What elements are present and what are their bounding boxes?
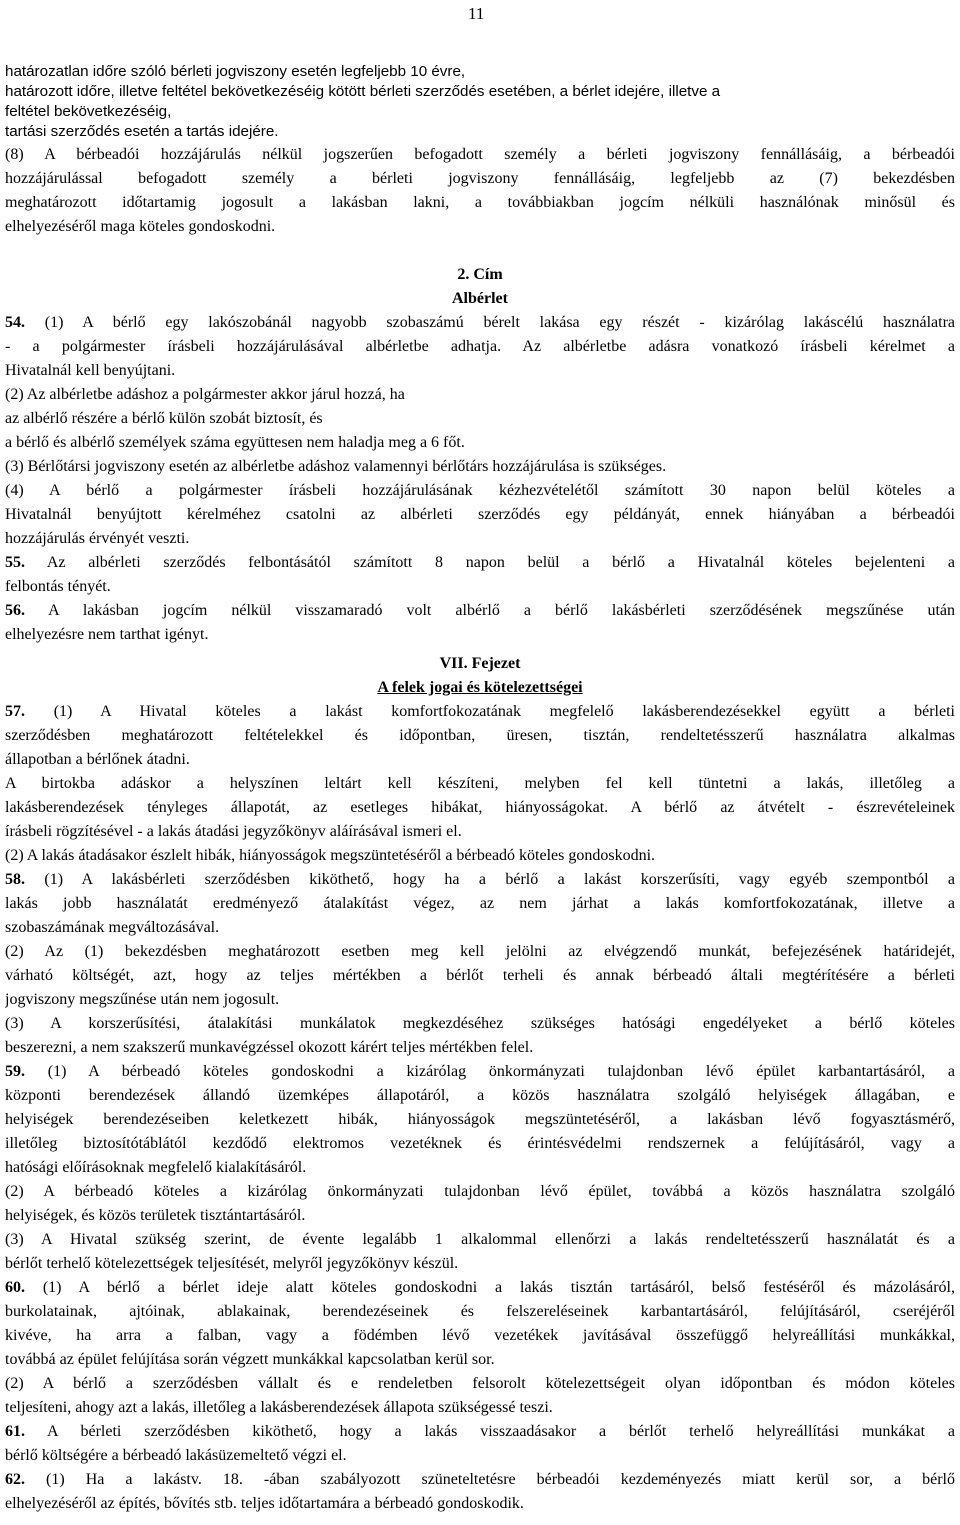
section-number: 62.: [5, 1471, 25, 1488]
section-alberlet: [5, 311, 955, 647]
line-text: (1) A bérbeadó köteles gondoskodni a kizárólag önkormányzati tulajdonban lévő épület karbantartásáról, a: [25, 1063, 955, 1080]
text-line: [5, 1228, 955, 1252]
text-line: [5, 1396, 955, 1420]
text-line: [5, 892, 955, 916]
text-line: [5, 724, 955, 748]
text-line: [5, 916, 955, 940]
text-line: [5, 844, 955, 868]
section-number: 57.: [5, 703, 25, 720]
text-line: [5, 700, 955, 724]
line-text: elhelyezéséről az építés, bővítés stb. teljes időtartamára a bérbeadó gondoskodik.: [5, 1495, 524, 1512]
section-felek-jogai: [5, 700, 955, 1516]
line-text: (3) A Hivatal szükség szerint, de évente legalább 1 alkalommal ellenőrzi a lakás rendeltetésszerű használatát és a: [5, 1231, 955, 1248]
intro-line: tartási szerződés esetén a tartás idejére.: [5, 123, 279, 140]
text-line: [5, 431, 955, 455]
intro-paragraph: [5, 62, 955, 142]
line-text: (4) A bérlő a polgármester írásbeli hozzájárulásának kézhezvételétől számított 30 napon belül köteles a: [5, 482, 955, 499]
text-line: [5, 359, 955, 383]
line-text: központi berendezések állandó üzemképes állapotáról, a közös használatra szolgáló helyiségek állagában, e: [5, 1087, 955, 1104]
text-line: [5, 1108, 955, 1132]
text-line: [5, 1468, 955, 1492]
line-text: (1) A bérlő a bérlet ideje alatt köteles gondoskodni a lakás tisztán tartásáról, belső festéséről és mázolásáról,: [25, 1279, 955, 1296]
heading-cim-title: Albérlet: [452, 290, 508, 307]
text-line: [5, 1372, 955, 1396]
section-number: 58.: [5, 871, 25, 888]
line-text: illetőleg biztosítótáblától kezdődő elektromos vezetéknek és érintésvédelmi rendszernek a felújításáról, vagy a: [5, 1135, 955, 1152]
line-text: Az albérleti szerződés felbontásától számított 8 napon belül a bérlő a Hivatalnál köteles bejelenteni a: [25, 554, 955, 571]
text-line: [5, 455, 955, 479]
line-text: meghatározott időtartamig jogosult a lakásban lakni, a továbbiakban jogcím nélküli használónak minősül és: [5, 194, 955, 211]
line-text: az albérlő részére a bérlő külön szobát biztosít, és: [5, 410, 323, 427]
line-text: hozzájárulással befogadott személy a bérleti jogviszony fennállásáig, legfeljebb az (7) bekezdésben: [5, 170, 955, 187]
text-line: [5, 748, 955, 772]
line-text: (2) A bérlő a szerződésben vállalt és e rendeletben felsorolt kötelezettségeit olyan időpontban és módon köteles: [5, 1375, 955, 1392]
line-text: bérlőt terhelő kötelezettségek teljesítését, melyről jegyzőkönyv készül.: [5, 1255, 459, 1272]
section-number: 56.: [5, 602, 25, 619]
line-text: (1) A lakásbérleti szerződésben kiköthető, hogy ha a bérlő a lakást korszerűsíti, vagy egyéb szempontból a: [25, 871, 955, 888]
section-number: 54.: [5, 314, 25, 331]
line-text: továbbá az épület felújítása során végzett munkákkal kapcsolatban kerül sor.: [5, 1351, 495, 1368]
line-text: (2) A bérbeadó köteles a kizárólag önkormányzati tulajdonban lévő épület, továbbá a közös használatra szolgáló: [5, 1183, 955, 1200]
text-line: [5, 1348, 955, 1372]
text-line: [5, 311, 955, 335]
intro-line: feltétel bekövetkezéséig,: [5, 103, 172, 120]
text-line: [5, 964, 955, 988]
page-number: 11: [468, 4, 485, 23]
text-line: [5, 551, 955, 575]
line-text: - a polgármester írásbeli hozzájárulásával albérletbe adhatja. Az albérletbe adásra vonatkozó írásbeli kérelmet a: [5, 338, 955, 355]
line-text: kivéve, ha arra a falban, vagy a födémben lévő vezetékek javításával összefüggő helyreállítási munkákkal,: [5, 1327, 955, 1344]
section-number: 60.: [5, 1279, 25, 1296]
text-line: [5, 623, 955, 647]
text-line: [5, 1060, 955, 1084]
line-text: elhelyezésre nem tarthat igényt.: [5, 626, 209, 643]
line-text: (2) Az (1) bekezdésben meghatározott esetben meg kell jelölni az elvégzendő munkát, befejezésének határidejét,: [5, 943, 955, 960]
text-line: [5, 1300, 955, 1324]
text-line: [5, 1156, 955, 1180]
text-line: [5, 599, 955, 623]
line-text: szerződésben meghatározott feltételekkel és időpontban, üresen, tisztán, rendeltetésszerű használatra alkalmas: [5, 727, 955, 744]
line-text: hatósági előírásoknak megfelelő kialakításáról.: [5, 1159, 307, 1176]
text-line: [5, 772, 955, 796]
line-text: Hivatalnál benyújtott kérelméhez csatolni az albérleti szerződés egy példányát, ennek hiányában a bérbeadói: [5, 506, 955, 523]
text-line: [5, 1204, 955, 1228]
line-text: elhelyezéséről maga köteles gondoskodni.: [5, 218, 276, 235]
text-line: [5, 1132, 955, 1156]
text-line: [5, 575, 955, 599]
text-line: [5, 1276, 955, 1300]
line-text: (3) A korszerűsítési, átalakítási munkálatok megkezdéséhez szükséges hatósági engedélyeket a bérlő köteles: [5, 1015, 955, 1032]
text-line: [5, 1012, 955, 1036]
line-text: Hivatalnál kell benyújtani.: [5, 362, 176, 379]
text-line: [5, 191, 955, 215]
paragraph-8: [5, 143, 955, 239]
line-text: a bérlő és albérlő személyek száma együttesen nem haladja meg a 6 főt.: [5, 434, 465, 451]
line-text: írásbeli rögzítésével - a lakás átadási jegyzőkönyv aláírásával ismeri el.: [5, 823, 462, 840]
text-line: [5, 1084, 955, 1108]
text-line: [5, 1252, 955, 1276]
line-text: (1) A Hivatal köteles a lakást komfortfokozatának megfelelő lakásberendezésekkel együtt a bérleti: [25, 703, 955, 720]
section-number: 61.: [5, 1423, 25, 1440]
text-line: [5, 796, 955, 820]
line-text: felbontás tényét.: [5, 578, 111, 595]
line-text: lakás jobb használatát eredményező átalakítást végez, az nem járhat a lakás komfortfokozatának, illetve a: [5, 895, 955, 912]
text-line: [5, 479, 955, 503]
text-line: [5, 1444, 955, 1468]
line-text: (1) A bérlő egy lakószobánál nagyobb szobaszámú bérelt lakása egy részét - kizárólag lakáscélú használatra: [25, 314, 955, 331]
intro-line: határozatlan időre szóló bérleti jogviszony esetén legfeljebb 10 évre,: [5, 63, 466, 80]
line-text: beszerezni, a nem szakszerű munkavégzéssel okozott kárért teljes mértékben felel.: [5, 1039, 534, 1056]
line-text: lakásberendezések tényleges állapotát, az esetleges hibákat, hiányosságokat. A bérlő az átvételt - észrevételeinek: [5, 799, 955, 816]
chapter-title-text: A felek jogai és kötelezettségei: [377, 679, 583, 696]
heading-chapter-title: [0, 676, 960, 700]
text-line: [5, 1036, 955, 1060]
text-line: [5, 1492, 955, 1516]
line-text: A lakásban jogcím nélkül visszamaradó volt albérlő a bérlő lakásbérleti szerződésének megszűnése után: [25, 602, 955, 619]
line-text: állapotban a bérlőnek átadni.: [5, 751, 190, 768]
line-text: (2) Az albérletbe adáshoz a polgármester akkor járul hozzá, ha: [5, 386, 405, 403]
text-line: [5, 940, 955, 964]
line-text: A birtokba adáskor a helyszínen leltárt kell készíteni, melyben fel kell tüntetni a lakás, illetőleg a: [5, 775, 955, 792]
text-line: [5, 167, 955, 191]
text-line: [5, 215, 955, 239]
text-line: [5, 1420, 955, 1444]
text-line: [5, 383, 955, 407]
text-line: [5, 1180, 955, 1204]
text-line: [5, 407, 955, 431]
line-text: teljesíteni, ahogy azt a lakás, illetőleg a lakásberendezések állapota szükségessé teszi.: [5, 1399, 553, 1416]
line-text: A bérleti szerződésben kiköthető, hogy a lakás visszaadásakor a bérlőt terhelő helyreállítási munkákat a: [25, 1423, 955, 1440]
heading-chapter-number: VII. Fejezet: [439, 655, 521, 672]
text-line: [5, 1324, 955, 1348]
text-line: [5, 820, 955, 844]
intro-line: határozott időre, illetve feltétel bekövetkezéséig kötött bérleti szerződés esetében, a bérlet idejére, illetve a: [5, 83, 721, 100]
line-text: várható költségét, azt, hogy az teljes mértékben a bérlőt terheli és annak bérbeadó általi megtérítésére a bérleti: [5, 967, 955, 984]
line-text: bérlő költségére a bérbeadó lakásüzemeltető végzi el.: [5, 1447, 347, 1464]
text-line: [5, 527, 955, 551]
text-line: [5, 335, 955, 359]
section-number: 55.: [5, 554, 25, 571]
section-number: 59.: [5, 1063, 25, 1080]
line-text: helyiségek, és közös területek tisztántartásáról.: [5, 1207, 306, 1224]
line-text: szobaszámának megváltozásával.: [5, 919, 220, 936]
line-text: (1) Ha a lakástv. 18. -ában szabályozott szüneteltetésre bérbeadói kezdeményezés miatt kerül sor, a bérlő: [25, 1471, 955, 1488]
line-text: hozzájárulás érvényét veszti.: [5, 530, 190, 547]
text-line: [5, 143, 955, 167]
line-text: helyiségek berendezéseiben keletkezett hibák, hiányosságok megszüntetéséről, a lakásban lévő fogyasztásmérő,: [5, 1111, 955, 1128]
text-line: [5, 503, 955, 527]
line-text: (2) A lakás átadásakor észlelt hibák, hiányosságok megszüntetéséről a bérbeadó köteles gondoskodni.: [5, 847, 656, 864]
line-text: burkolatainak, ajtóinak, ablakainak, berendezéseinek és felszereléseinek karbantartásáról, felújításáról, cseréjéről: [5, 1303, 955, 1320]
line-text: (8) A bérbeadói hozzájárulás nélkül jogszerűen befogadott személy a bérleti jogviszony fennállásáig, a bérbeadói: [5, 146, 955, 163]
line-text: jogviszony megszűnése után nem jogosult.: [5, 991, 280, 1008]
text-line: [5, 868, 955, 892]
line-text: (3) Bérlőtársi jogviszony esetén az albérletbe adáshoz valamennyi bérlőtárs hozzájárulása is szükséges.: [5, 458, 667, 475]
heading-cim-number: 2. Cím: [457, 266, 503, 283]
text-line: [5, 988, 955, 1012]
